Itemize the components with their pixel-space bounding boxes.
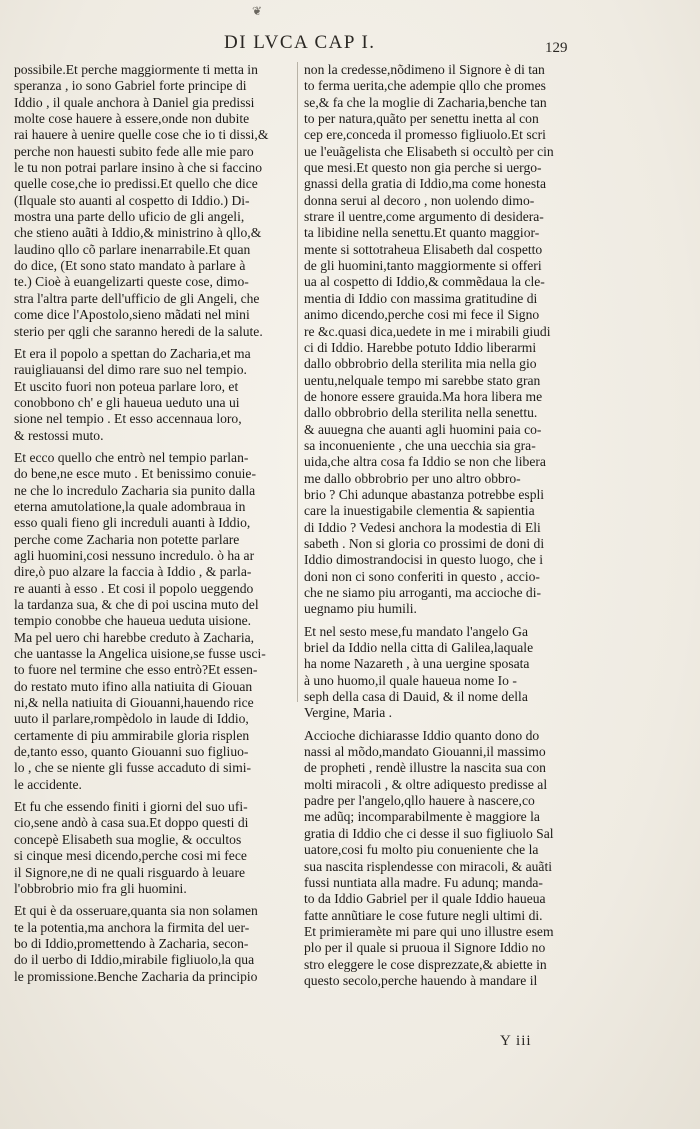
text-line: questo secolo,perche hauendo à mandare il — [304, 972, 538, 988]
text-line: de gli huomini,tanto maggiormente si offeri — [304, 258, 542, 274]
text-line: si cinque mesi dicendo,perche cosi mi fece — [14, 848, 247, 864]
text-line: dallo obbrobrio della sterilita nella senettu. — [304, 405, 538, 421]
text-line: brio ? Chi adunque abastanza potrebbe espli — [304, 486, 545, 502]
text-line: to da Iddio Gabriel per il quale Iddio haueua — [304, 891, 546, 907]
text-line: re &c.quasi dica,uedete in me i mirabili giudi — [304, 323, 551, 339]
signature-mark: Y iii — [500, 1033, 532, 1049]
text-line: donna serui al decoro , non uolendo dimo- — [304, 192, 535, 208]
text-line: Et qui è da osseruare,quanta sia non solamen — [14, 903, 258, 919]
text-line: plo per il quale si pruoua il Signore Iddio no — [304, 940, 546, 956]
text-line: te la potentia,ma anchora la firmita del uer- — [14, 919, 250, 935]
text-line: come dice l'Apostolo,sieno mãdati nel mini — [14, 307, 250, 323]
text-line: nassi al mõdo,mandato Giouanni,il massimo — [304, 744, 546, 760]
text-line: Vergine, Maria . — [304, 705, 393, 721]
text-line: do dice, (Et sono stato mandato à parlare à — [14, 258, 246, 274]
text-line: me dallo obbrobrio per uno altro obbro- — [304, 470, 521, 486]
text-line: cio,sene andò à casa sua.Et doppo questi di — [14, 815, 249, 831]
text-line: che ne siamo piu arroganti, ma accioche di- — [304, 585, 542, 600]
text-line: ue l'euãgelista che Elisabeth si occultò per cin — [304, 143, 554, 159]
text-line: uegnamo piu humili. — [304, 601, 417, 617]
text-line: re auanti à esso . Et cosi il popolo ueggendo — [14, 580, 254, 596]
text-line: le accidente. — [14, 776, 82, 792]
text-line: de propheti , rendè illustre la nascita sua con — [304, 760, 546, 776]
text-line: il Signore,ne di ne quali risguardo à leuare — [14, 864, 246, 880]
text-line: Et primieramète mi pare qui uno illustre esem — [304, 923, 554, 939]
text-line: che uantasse la Angelica uisione,se fusse usci- — [14, 646, 266, 662]
text-line: me adũq; incomparabilmente è maggiore la — [304, 809, 540, 825]
text-line: le promissione.Benche Zacharia da principio — [14, 968, 258, 984]
text-line: sua nascita risplendesse con miracoli, & auãti — [304, 858, 553, 874]
text-line: che stieno auãti à Iddio,& ministrino à qllo,& — [14, 225, 262, 241]
text-line: Et nel sesto mese,fu mandato l'angelo Ga — [304, 623, 529, 639]
ornament-mark: ❦ — [252, 4, 263, 18]
column-divider — [297, 62, 298, 702]
text-line: Iddio , il quale anchora à Daniel gia predissi — [14, 94, 255, 110]
text-line: speranza , io sono Gabriel forte principe di — [14, 78, 247, 94]
text-line: doni non ci sono conferiti in questo , accio- — [304, 568, 540, 584]
text-line: sione nel tempio . Et esso accennaua loro, — [14, 411, 242, 427]
text-line: quelle cose,che io predissi.Et quello che dice — [14, 176, 258, 192]
text-line: non la credesse,nõdimeno il Signore è di tan — [304, 62, 545, 77]
text-line: ta libidine nella senettu.Et quanto maggior- — [304, 225, 540, 241]
text-line: ua al cospetto di Iddio,& commẽdaua la cle- — [304, 274, 545, 290]
text-line: di Iddio ? Vedesi anchora la modestia di Eli — [304, 519, 541, 535]
text-line: l'obbrobrio mio fra gli huomini. — [14, 880, 187, 896]
text-line: do bene,ne esce muto . Et benissimo conuie- — [14, 466, 256, 482]
text-line: bo di Iddio,promettendo à Zacharia, secon- — [14, 935, 249, 951]
text-line: to ferma uerita,che adempie qllo che promes — [304, 78, 546, 94]
text-line: uatore,cosi fu molto piu conueniente che la — [304, 842, 539, 858]
text-line: certamente di piu ammirabile gloria risplen — [14, 727, 250, 743]
text-line: animo dicendo,perche cosi mi fece il Signo — [304, 307, 540, 323]
text-line: (Ilquale sto auanti al cospetto di Iddio.) Di- — [14, 192, 250, 208]
text-line: mostra una parte dello uficio de gli angeli, — [14, 209, 245, 225]
text-line: laudino qllo cõ parlare inenarrabile.Et quan — [14, 241, 251, 257]
text-line: gratia di Iddio che ci desse il suo figliuolo Sal — [304, 825, 554, 841]
text-line: ha nome Nazareth , à una uergine sposata — [304, 656, 530, 672]
text-line: ci di Iddio. Harebbe potuto Iddio liberarmi — [304, 339, 537, 355]
right-text-column — [304, 62, 584, 989]
text-line: Et fu che essendo finiti i giorni del suo ufi- — [14, 799, 248, 815]
text-line: mente si sottotraheua Elisabeth dal cospetto — [304, 241, 543, 257]
text-line: Et ecco quello che entrò nel tempio parlan- — [14, 449, 249, 465]
text-line: perche come Zacharia non potette parlare — [14, 531, 240, 547]
text-line: fatte annũtiare le cose future negli ultimi di. — [304, 907, 543, 923]
text-line: agli huomini,cosi nessuno incredulo. ò ha ar — [14, 547, 255, 563]
text-line: sabeth . Non si gloria co prossimi de doni di — [304, 535, 545, 551]
text-line: to fuore nel termine che esso entrò?Et essen- — [14, 662, 258, 678]
text-line: Accioche dichiarasse Iddio quanto dono do — [304, 727, 540, 743]
text-line: mentia di Iddio con massima gratitudine di — [304, 290, 538, 306]
text-line: strare il uentre,come argumento di desidera- — [304, 209, 544, 225]
running-head: DI LVCA CAP I. — [224, 32, 376, 53]
text-line: fussi nuntiata alla madre. Fu adunq; manda- — [304, 874, 543, 890]
text-line: à uno huomo,il quale haueua nome Io - — [304, 672, 517, 688]
text-line: uentu,nelquale tempo mi sarebbe stato gran — [304, 372, 541, 388]
text-line: perche non hauesti subito fede alle mie paro — [14, 143, 254, 159]
text-line: ne che lo incredulo Zacharia sia punito dalla — [14, 482, 256, 498]
text-line: se,& fa che la moglie di Zacharia,benche tan — [304, 94, 547, 110]
text-line: & restossi muto. — [14, 427, 104, 443]
text-line: stra l'altra parte dell'ufficio de gli Angeli, che — [14, 290, 260, 306]
text-line: lo , che se niente gli fusse accaduto di simi- — [14, 760, 252, 776]
text-line: to per natura,quãto per senettu inetta al con — [304, 111, 539, 127]
text-line: briel da Iddio nella citta di Galilea,laquale — [304, 640, 534, 656]
text-line: cep ere,conceda il promesso figliuolo.Et scri — [304, 127, 546, 143]
text-line: Et era il popolo a spettan do Zacharia,et ma — [14, 345, 251, 361]
text-line: possibile.Et perche maggiormente ti metta in — [14, 62, 258, 77]
text-line: do restato muto ifino alla natiuita di Giouan — [14, 678, 253, 694]
text-line: la tardanza sua, & che di poi uscina muto del — [14, 597, 259, 612]
text-line: molte cose hauere à essere,onde non dubite — [14, 111, 250, 127]
text-line: que mesi.Et questo non gia perche si uergo- — [304, 160, 542, 176]
text-line: care la inuestigabile clementia & sapientia — [304, 503, 535, 519]
text-line: esso quali fieno gli increduli auanti à Iddio, — [14, 515, 251, 531]
text-line: concepè Elisabeth sua moglie, & occultos — [14, 831, 242, 847]
text-line: conobbono ch' e gli haueua ueduto una ui — [14, 394, 240, 410]
text-line: do il uerbo di Iddio,mirabile figliuolo,la qua — [14, 952, 255, 968]
text-line: uida,che altra cosa fa Iddio se non che libera — [304, 454, 546, 470]
text-line: tempio conobbe che haueua ueduta uisione. — [14, 613, 252, 629]
left-text-column — [14, 62, 292, 985]
text-line: dallo obbrobrio della sterilita mia nella gio — [304, 356, 537, 372]
page-number: 129 — [545, 40, 568, 56]
text-line: uuto il parlare,rompèdolo in laude di Iddio, — [14, 711, 249, 727]
text-line: sa inconueniente , che una uecchia sia gra- — [304, 437, 536, 453]
text-line: le tu non potrai parlare insino à che si faccino — [14, 160, 262, 176]
text-line: rai hauere à uenire quelle cose che io ti dissi,& — [14, 127, 269, 143]
text-line: gnassi della gratia di Iddio,ma come honesta — [304, 176, 546, 192]
text-line: de,tanto esso, quanto Giouanni suo figliuo- — [14, 744, 249, 760]
text-line: Ma pel uero chi harebbe creduto à Zacharia, — [14, 629, 255, 645]
text-line: te.) Cioè à euangelizarti queste cose, dimo- — [14, 274, 249, 290]
text-line: de honore essere grauida.Ma hora libera me — [304, 388, 543, 404]
text-line: eterna amutolatione,la quale adombraua in — [14, 498, 246, 514]
text-line: seph della casa di Dauid, & il nome della — [304, 689, 528, 705]
text-line: sterio per qgli che saranno heredi de la salute. — [14, 323, 263, 339]
text-line: Et uscito fuori non poteua parlare loro, et — [14, 378, 239, 394]
text-line: Iddio dimostrandocisi in questo luogo, che i — [304, 552, 543, 568]
text-line: stro eleggere le cose disprezzate,& abiette in — [304, 956, 547, 972]
text-line: dire,ò puo alzare la faccia à Iddio , & parla- — [14, 564, 252, 580]
text-line: & auuegna che auanti agli huomini paia co- — [304, 421, 542, 437]
text-line: rauigliauansi del dimo rare suo nel tempio. — [14, 362, 247, 378]
text-line: molti miracoli , & oltre adiquesto predisse al — [304, 776, 548, 792]
text-line: padre per l'angelo,qllo hauere à nascere,co — [304, 793, 535, 809]
text-line: ni,& nella natiuita di Giouanni,hauendo rice — [14, 695, 254, 711]
